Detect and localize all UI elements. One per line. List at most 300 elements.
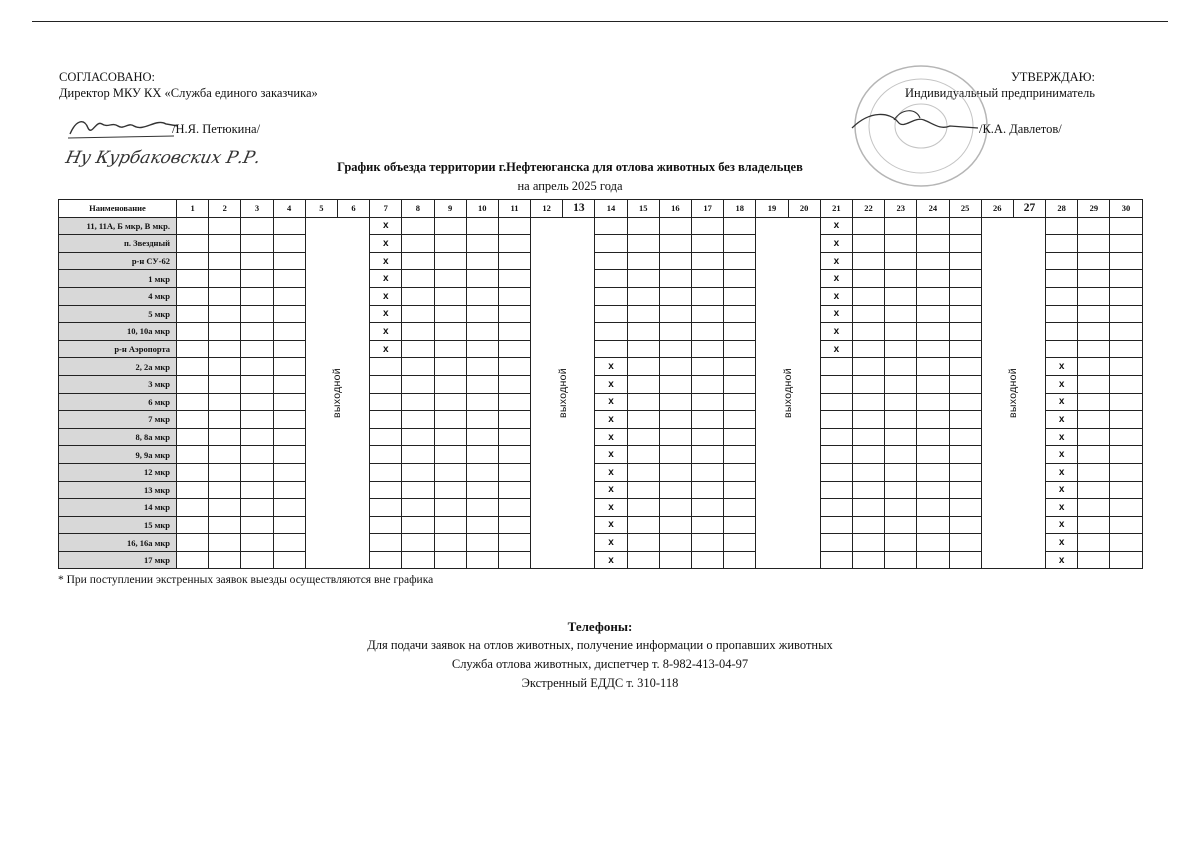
schedule-cell bbox=[402, 270, 434, 288]
schedule-cell bbox=[370, 446, 402, 464]
schedule-cell bbox=[1078, 481, 1110, 499]
schedule-cell bbox=[402, 463, 434, 481]
column-header-day: 19 bbox=[756, 200, 788, 218]
schedule-cell bbox=[659, 217, 691, 235]
schedule-cell bbox=[466, 305, 498, 323]
schedule-cell bbox=[724, 340, 756, 358]
schedule-cell bbox=[949, 551, 981, 569]
schedule-cell bbox=[402, 305, 434, 323]
schedule-cell bbox=[724, 481, 756, 499]
column-header-day: 27 bbox=[1013, 200, 1045, 218]
schedule-cell bbox=[1046, 287, 1078, 305]
schedule-cell bbox=[659, 305, 691, 323]
column-header-day: 17 bbox=[692, 200, 724, 218]
schedule-cell bbox=[466, 340, 498, 358]
schedule-cell bbox=[852, 446, 884, 464]
schedule-cell bbox=[885, 287, 917, 305]
schedule-cell bbox=[627, 305, 659, 323]
schedule-cell bbox=[692, 358, 724, 376]
visit-mark: x bbox=[595, 428, 627, 446]
schedule-cell bbox=[885, 393, 917, 411]
schedule-cell bbox=[434, 305, 466, 323]
schedule-cell bbox=[177, 252, 209, 270]
approved-position: Индивидуальный предприниматель bbox=[905, 86, 1095, 100]
schedule-cell bbox=[885, 516, 917, 534]
schedule-cell bbox=[402, 375, 434, 393]
schedule-cell bbox=[1078, 551, 1110, 569]
district-name: 14 мкр bbox=[59, 499, 177, 517]
phones-title: Телефоны: bbox=[567, 619, 633, 634]
schedule-cell bbox=[273, 534, 305, 552]
visit-mark: x bbox=[370, 323, 402, 341]
schedule-cell bbox=[1110, 375, 1142, 393]
schedule-cell bbox=[949, 287, 981, 305]
schedule-cell bbox=[885, 217, 917, 235]
schedule-cell bbox=[466, 411, 498, 429]
signature-right bbox=[850, 106, 980, 140]
schedule-cell bbox=[209, 499, 241, 517]
schedule-cell bbox=[434, 428, 466, 446]
document-title bbox=[300, 158, 840, 196]
column-header-day: 4 bbox=[273, 200, 305, 218]
approved-label: СОГЛАСОВАНО: bbox=[59, 70, 156, 84]
schedule-cell bbox=[177, 305, 209, 323]
schedule-cell bbox=[241, 551, 273, 569]
schedule-cell bbox=[241, 463, 273, 481]
schedule-cell bbox=[273, 305, 305, 323]
column-header-day: 5 bbox=[305, 200, 337, 218]
schedule-cell bbox=[1110, 499, 1142, 517]
visit-mark: x bbox=[820, 235, 852, 253]
schedule-cell bbox=[402, 551, 434, 569]
schedule-cell bbox=[273, 463, 305, 481]
column-header-name: Наименование bbox=[59, 200, 177, 218]
visit-mark: x bbox=[595, 516, 627, 534]
schedule-cell bbox=[402, 499, 434, 517]
schedule-cell bbox=[370, 375, 402, 393]
schedule-cell bbox=[466, 463, 498, 481]
schedule-cell bbox=[177, 235, 209, 253]
table-row bbox=[59, 305, 1143, 323]
schedule-cell bbox=[1078, 217, 1110, 235]
schedule-cell bbox=[466, 499, 498, 517]
day-off-label: выходной bbox=[1007, 368, 1020, 418]
column-header-day: 28 bbox=[1046, 200, 1078, 218]
visit-mark: x bbox=[595, 551, 627, 569]
schedule-cell bbox=[692, 499, 724, 517]
schedule-cell bbox=[1110, 551, 1142, 569]
schedule-cell bbox=[1078, 305, 1110, 323]
approved-position: Директор МКУ КХ «Служба единого заказчика» bbox=[59, 86, 318, 100]
schedule-cell bbox=[852, 252, 884, 270]
footnote: * При поступлении экстренных заявок выезды осуществляются вне графика bbox=[58, 574, 434, 586]
column-header-day: 8 bbox=[402, 200, 434, 218]
schedule-cell bbox=[1110, 340, 1142, 358]
column-header-day: 1 bbox=[177, 200, 209, 218]
schedule-cell bbox=[177, 287, 209, 305]
schedule-cell bbox=[917, 375, 949, 393]
schedule-cell bbox=[724, 551, 756, 569]
schedule-cell bbox=[273, 340, 305, 358]
visit-mark: x bbox=[595, 499, 627, 517]
schedule-cell bbox=[434, 516, 466, 534]
schedule-cell bbox=[885, 340, 917, 358]
schedule-cell bbox=[692, 217, 724, 235]
schedule-cell bbox=[498, 481, 530, 499]
visit-mark: x bbox=[370, 252, 402, 270]
schedule-cell bbox=[1110, 446, 1142, 464]
schedule-cell bbox=[659, 393, 691, 411]
column-header-day: 2 bbox=[209, 200, 241, 218]
schedule-cell bbox=[724, 235, 756, 253]
schedule-cell bbox=[820, 463, 852, 481]
schedule-cell bbox=[692, 393, 724, 411]
schedule-cell bbox=[241, 516, 273, 534]
schedule-cell bbox=[659, 499, 691, 517]
schedule-cell bbox=[370, 428, 402, 446]
schedule-cell bbox=[402, 358, 434, 376]
schedule-cell bbox=[498, 428, 530, 446]
schedule-cell bbox=[692, 287, 724, 305]
schedule-cell bbox=[209, 252, 241, 270]
schedule-cell bbox=[209, 270, 241, 288]
schedule-cell bbox=[949, 358, 981, 376]
schedule-cell bbox=[402, 252, 434, 270]
schedule-cell bbox=[724, 305, 756, 323]
schedule-cell bbox=[917, 516, 949, 534]
table-row bbox=[59, 481, 1143, 499]
schedule-cell bbox=[820, 393, 852, 411]
schedule-cell bbox=[466, 252, 498, 270]
phones-line-1: Для подачи заявок на отлов животных, получение информации о пропавших животных bbox=[367, 638, 833, 652]
district-name: 17 мкр bbox=[59, 551, 177, 569]
schedule-cell bbox=[402, 446, 434, 464]
schedule-cell bbox=[177, 481, 209, 499]
schedule-cell bbox=[1110, 358, 1142, 376]
schedule-cell bbox=[498, 534, 530, 552]
district-name: 13 мкр bbox=[59, 481, 177, 499]
schedule-cell bbox=[627, 534, 659, 552]
schedule-cell bbox=[498, 393, 530, 411]
table-row bbox=[59, 534, 1143, 552]
table-row bbox=[59, 551, 1143, 569]
schedule-cell bbox=[209, 411, 241, 429]
schedule-cell bbox=[659, 323, 691, 341]
column-header-day: 29 bbox=[1078, 200, 1110, 218]
visit-mark: x bbox=[370, 340, 402, 358]
schedule-cell bbox=[1078, 235, 1110, 253]
district-name: 16, 16а мкр bbox=[59, 534, 177, 552]
schedule-cell bbox=[949, 375, 981, 393]
top-rule bbox=[32, 21, 1168, 22]
visit-mark: x bbox=[820, 323, 852, 341]
district-name: п. Звездный bbox=[59, 235, 177, 253]
schedule-cell bbox=[209, 463, 241, 481]
schedule-cell bbox=[949, 446, 981, 464]
schedule-cell bbox=[434, 393, 466, 411]
table-row bbox=[59, 252, 1143, 270]
schedule-cell bbox=[402, 428, 434, 446]
schedule-cell bbox=[241, 287, 273, 305]
schedule-cell bbox=[852, 287, 884, 305]
schedule-cell bbox=[177, 270, 209, 288]
schedule-cell bbox=[177, 534, 209, 552]
schedule-cell bbox=[820, 516, 852, 534]
schedule-cell bbox=[273, 516, 305, 534]
visit-mark: x bbox=[595, 446, 627, 464]
schedule-cell bbox=[692, 551, 724, 569]
schedule-cell bbox=[692, 428, 724, 446]
schedule-cell bbox=[917, 499, 949, 517]
schedule-cell bbox=[370, 411, 402, 429]
schedule-cell bbox=[1078, 463, 1110, 481]
schedule-cell bbox=[241, 323, 273, 341]
table-row bbox=[59, 393, 1143, 411]
schedule-cell bbox=[852, 428, 884, 446]
table-row bbox=[59, 516, 1143, 534]
schedule-cell bbox=[949, 411, 981, 429]
schedule-cell bbox=[1046, 217, 1078, 235]
schedule-cell bbox=[917, 411, 949, 429]
schedule-cell bbox=[1078, 340, 1110, 358]
schedule-cell bbox=[1078, 270, 1110, 288]
schedule-cell bbox=[466, 446, 498, 464]
schedule-cell bbox=[434, 499, 466, 517]
schedule-cell bbox=[241, 428, 273, 446]
visit-mark: x bbox=[595, 481, 627, 499]
schedule-cell bbox=[692, 235, 724, 253]
schedule-cell bbox=[1078, 358, 1110, 376]
schedule-cell bbox=[209, 534, 241, 552]
schedule-cell bbox=[820, 551, 852, 569]
schedule-cell bbox=[1078, 446, 1110, 464]
schedule-cell bbox=[177, 340, 209, 358]
schedule-cell bbox=[724, 516, 756, 534]
district-name: 7 мкр bbox=[59, 411, 177, 429]
schedule-cell bbox=[498, 375, 530, 393]
schedule-cell bbox=[209, 375, 241, 393]
schedule-cell bbox=[949, 481, 981, 499]
phones-line-2: Служба отлова животных, диспетчер т. 8-982-413-04-97 bbox=[451, 657, 749, 671]
table-row bbox=[59, 446, 1143, 464]
visit-mark: x bbox=[595, 393, 627, 411]
schedule-cell bbox=[434, 270, 466, 288]
visit-mark: x bbox=[1046, 516, 1078, 534]
district-name: р-н Аэропорта bbox=[59, 340, 177, 358]
schedule-cell bbox=[885, 358, 917, 376]
schedule-cell bbox=[852, 358, 884, 376]
schedule-cell bbox=[498, 270, 530, 288]
schedule-cell bbox=[627, 287, 659, 305]
district-name: 6 мкр bbox=[59, 393, 177, 411]
schedule-cell bbox=[177, 393, 209, 411]
schedule-cell bbox=[1110, 481, 1142, 499]
schedule-cell bbox=[466, 393, 498, 411]
schedule-cell bbox=[209, 323, 241, 341]
column-header-day: 14 bbox=[595, 200, 627, 218]
column-header-day: 20 bbox=[788, 200, 820, 218]
table-row bbox=[59, 375, 1143, 393]
schedule-cell bbox=[1110, 287, 1142, 305]
schedule-cell bbox=[1110, 305, 1142, 323]
schedule-cell bbox=[917, 393, 949, 411]
schedule-cell bbox=[498, 323, 530, 341]
table-row bbox=[59, 270, 1143, 288]
schedule-cell bbox=[466, 516, 498, 534]
schedule-cell bbox=[273, 393, 305, 411]
schedule-cell bbox=[885, 375, 917, 393]
schedule-cell bbox=[1110, 393, 1142, 411]
column-header-day: 7 bbox=[370, 200, 402, 218]
district-name: 8, 8а мкр bbox=[59, 428, 177, 446]
visit-mark: x bbox=[1046, 393, 1078, 411]
schedule-cell bbox=[498, 551, 530, 569]
table-row bbox=[59, 358, 1143, 376]
schedule-cell bbox=[724, 270, 756, 288]
schedule-cell bbox=[885, 252, 917, 270]
district-name: р-н СУ-62 bbox=[59, 252, 177, 270]
table-row bbox=[59, 323, 1143, 341]
schedule-cell bbox=[917, 534, 949, 552]
schedule-cell bbox=[852, 270, 884, 288]
schedule-cell bbox=[273, 499, 305, 517]
schedule-cell bbox=[627, 446, 659, 464]
visit-mark: x bbox=[370, 217, 402, 235]
schedule-cell bbox=[917, 446, 949, 464]
column-header-day: 3 bbox=[241, 200, 273, 218]
district-name: 1 мкр bbox=[59, 270, 177, 288]
schedule-cell bbox=[434, 481, 466, 499]
schedule-cell bbox=[659, 551, 691, 569]
schedule-cell bbox=[273, 252, 305, 270]
column-header-day: 21 bbox=[820, 200, 852, 218]
visit-mark: x bbox=[1046, 358, 1078, 376]
schedule-cell bbox=[852, 516, 884, 534]
schedule-cell bbox=[434, 340, 466, 358]
column-header-day: 11 bbox=[498, 200, 530, 218]
schedule-cell bbox=[595, 270, 627, 288]
schedule-cell bbox=[209, 217, 241, 235]
schedule-cell bbox=[1046, 305, 1078, 323]
schedule-cell bbox=[852, 305, 884, 323]
district-name: 9, 9а мкр bbox=[59, 446, 177, 464]
schedule-cell bbox=[273, 323, 305, 341]
schedule-cell bbox=[1046, 252, 1078, 270]
visit-mark: x bbox=[595, 463, 627, 481]
schedule-cell bbox=[917, 305, 949, 323]
day-off-cell bbox=[305, 217, 369, 569]
schedule-cell bbox=[241, 340, 273, 358]
schedule-cell bbox=[1078, 428, 1110, 446]
schedule-cell bbox=[659, 534, 691, 552]
schedule-cell bbox=[1110, 411, 1142, 429]
schedule-cell bbox=[885, 270, 917, 288]
schedule-cell bbox=[949, 217, 981, 235]
schedule-cell bbox=[917, 235, 949, 253]
schedule-cell bbox=[273, 551, 305, 569]
schedule-cell bbox=[466, 287, 498, 305]
visit-mark: x bbox=[1046, 428, 1078, 446]
column-header-day: 9 bbox=[434, 200, 466, 218]
district-name: 15 мкр bbox=[59, 516, 177, 534]
schedule-cell bbox=[595, 217, 627, 235]
visit-mark: x bbox=[370, 270, 402, 288]
schedule-cell bbox=[885, 534, 917, 552]
schedule-cell bbox=[949, 305, 981, 323]
schedule-cell bbox=[273, 358, 305, 376]
schedule-cell bbox=[659, 375, 691, 393]
schedule-cell bbox=[949, 340, 981, 358]
schedule-cell bbox=[852, 217, 884, 235]
schedule-cell bbox=[885, 305, 917, 323]
schedule-cell bbox=[241, 235, 273, 253]
schedule-cell bbox=[724, 428, 756, 446]
schedule-cell bbox=[1046, 340, 1078, 358]
schedule-cell bbox=[498, 446, 530, 464]
schedule-cell bbox=[273, 270, 305, 288]
schedule-cell bbox=[724, 375, 756, 393]
schedule-cell bbox=[177, 323, 209, 341]
schedule-cell bbox=[595, 252, 627, 270]
schedule-cell bbox=[820, 375, 852, 393]
table-row bbox=[59, 463, 1143, 481]
column-header-day: 6 bbox=[337, 200, 369, 218]
schedule-cell bbox=[627, 235, 659, 253]
schedule-cell bbox=[241, 375, 273, 393]
schedule-cell bbox=[402, 393, 434, 411]
schedule-cell bbox=[692, 252, 724, 270]
schedule-cell bbox=[595, 323, 627, 341]
schedule-cell bbox=[434, 217, 466, 235]
schedule-cell bbox=[370, 358, 402, 376]
table-row bbox=[59, 428, 1143, 446]
schedule-cell bbox=[627, 393, 659, 411]
schedule-cell bbox=[1078, 411, 1110, 429]
schedule-cell bbox=[885, 428, 917, 446]
visit-mark: x bbox=[595, 411, 627, 429]
phones-line-3: Экстренный ЕДДС т. 310-118 bbox=[521, 676, 679, 690]
schedule-cell bbox=[273, 411, 305, 429]
schedule-cell bbox=[852, 499, 884, 517]
schedule-cell bbox=[466, 217, 498, 235]
schedule-cell bbox=[177, 217, 209, 235]
schedule-cell bbox=[273, 217, 305, 235]
column-header-day: 18 bbox=[724, 200, 756, 218]
schedule-cell bbox=[659, 235, 691, 253]
schedule-cell bbox=[692, 270, 724, 288]
schedule-cell bbox=[852, 323, 884, 341]
schedule-cell bbox=[885, 411, 917, 429]
schedule-cell bbox=[949, 516, 981, 534]
schedule-cell bbox=[949, 463, 981, 481]
schedule-cell bbox=[659, 516, 691, 534]
schedule-cell bbox=[434, 358, 466, 376]
schedule-cell bbox=[1046, 323, 1078, 341]
schedule-cell bbox=[852, 463, 884, 481]
schedule-cell bbox=[1110, 323, 1142, 341]
schedule-cell bbox=[949, 428, 981, 446]
schedule-cell bbox=[273, 235, 305, 253]
schedule-cell bbox=[370, 499, 402, 517]
schedule-cell bbox=[659, 446, 691, 464]
schedule-cell bbox=[885, 481, 917, 499]
schedule-cell bbox=[627, 428, 659, 446]
visit-mark: x bbox=[1046, 375, 1078, 393]
schedule-cell bbox=[209, 551, 241, 569]
schedule-cell bbox=[949, 252, 981, 270]
schedule-cell bbox=[820, 481, 852, 499]
schedule-cell bbox=[241, 305, 273, 323]
